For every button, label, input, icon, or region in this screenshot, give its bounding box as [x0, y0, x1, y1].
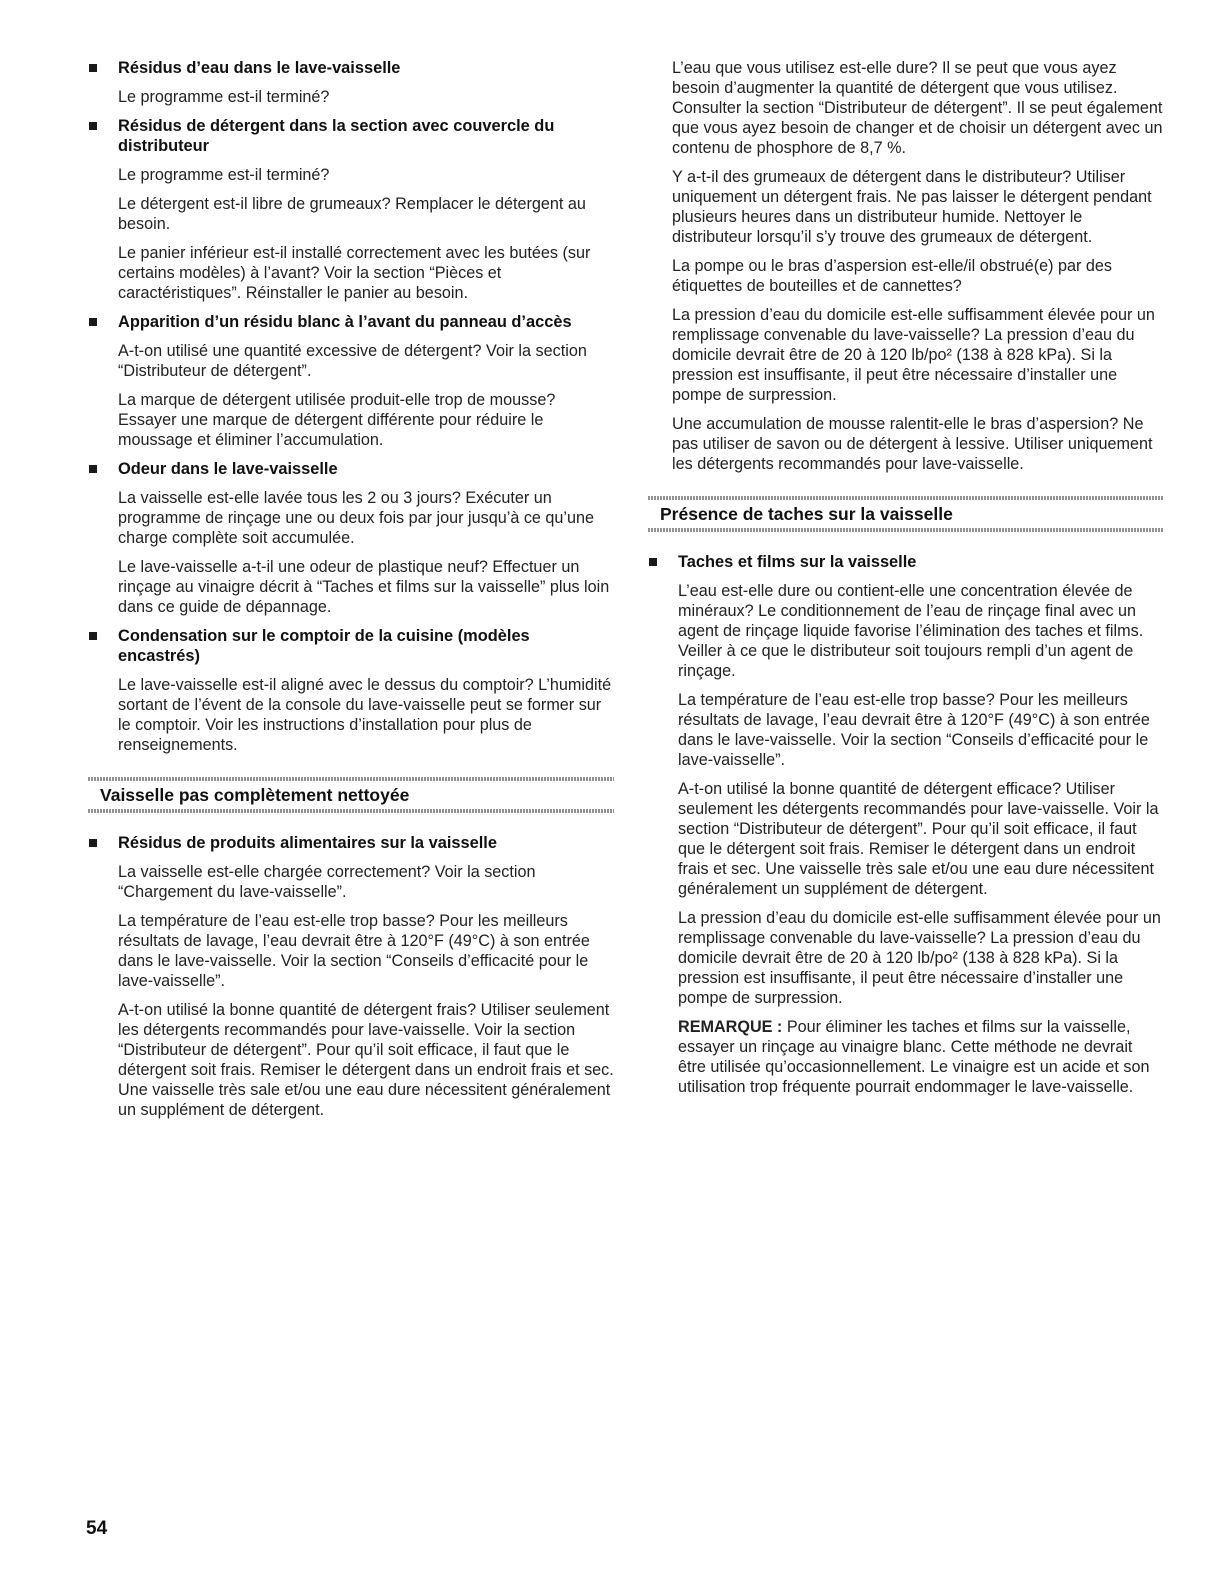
item-paragraph: La vaisselle est-elle lavée tous les 2 ou 3 jours? Exécuter un programme de rinçage une ou deux fois par jour jusqu’à ce qu’une charge complète soit accumulée. — [118, 489, 595, 547]
trouble-item — [648, 552, 1164, 1097]
section-header — [648, 488, 1164, 540]
item-heading-text: Résidus de produits alimentaires sur la vaisselle — [118, 834, 497, 852]
section-rule-top — [648, 496, 1164, 500]
bullet-square-icon — [89, 122, 97, 130]
item-heading — [88, 626, 614, 666]
item-paragraph: Le panier inférieur est-il installé correctement avec les butées (sur certains modèles) à l’avant? Voir la section “Pièces et caractéristiques”. Réinstaller le panier au besoin. — [118, 244, 591, 302]
right-column — [648, 58, 1164, 1106]
trouble-item — [88, 626, 614, 755]
bullet-square-icon — [649, 558, 657, 566]
trouble-item — [88, 312, 614, 450]
item-heading-text: Condensation sur le comptoir de la cuisine (modèles encastrés) — [118, 627, 530, 665]
bullet-square-icon — [89, 839, 97, 847]
item-paragraph: Le programme est-il terminé? — [118, 88, 330, 106]
item-heading-text: Taches et films sur la vaisselle — [678, 553, 917, 571]
bullet-square-icon — [89, 632, 97, 640]
item-paragraph: La marque de détergent utilisée produit-elle trop de mousse? Essayer une marque de détergent différente pour réduire le moussage et éliminer l’accumulation. — [118, 391, 556, 449]
trouble-item — [88, 58, 614, 107]
item-paragraph: A-t-on utilisé la bonne quantité de détergent frais? Utiliser seulement les détergents recommandés pour lave-vaisselle. Voir la section “Distributeur de détergent”. Pour qu’il soit efficace, il faut que le détergent soit frais. Remiser le détergent dans un endroit frais et sec. Une vaisselle très sale et/ou une eau dure nécessitent généralement un supplément de détergent. — [118, 1001, 614, 1119]
item-heading — [88, 312, 614, 332]
item-heading — [88, 833, 614, 853]
section-title: Vaisselle pas complètement nettoyée — [100, 785, 410, 805]
item-paragraph: Le lave-vaisselle est-il aligné avec le dessus du comptoir? L’humidité sortant de l’évent de la console du lave-vaisselle peut se former sur le comptoir. Voir les instructions d’installation pour plus de renseignements. — [118, 676, 612, 754]
trouble-item — [88, 459, 614, 617]
section-rule-bottom — [88, 809, 614, 813]
bullet-square-icon — [89, 64, 97, 72]
item-heading — [88, 116, 614, 156]
note-text: Pour éliminer les taches et films sur la vaisselle, essayer un rinçage au vinaigre blanc. Cette méthode ne devrait être utilisée qu’occasionnellement. Le vinaigre est un acide et son utilisation trop fréquente pourrait endommager le lave-vaisselle. — [678, 1018, 1150, 1096]
item-heading — [88, 58, 614, 78]
intro-paragraph: Une accumulation de mousse ralentit-elle le bras d’aspersion? Ne pas utiliser de savon ou de détergent à lessive. Utiliser uniquement les détergents recommandés pour lave-vaisselle. — [672, 415, 1153, 473]
intro-paragraph: La pression d’eau du domicile est-elle suffisamment élevée pour un remplissage convenable du lave-vaisselle? La pression d’eau du domicile devrait être de 20 à 120 lb/po² (138 à 828 kPa). Si la pression est insuffisante, il peut être nécessaire d’installer une pompe de surpression. — [672, 306, 1155, 404]
item-heading-text: Résidus d’eau dans le lave-vaisselle — [118, 59, 401, 77]
item-heading — [88, 459, 614, 479]
item-paragraph: La température de l’eau est-elle trop basse? Pour les meilleurs résultats de lavage, l’eau devrait être à 120°F (49°C) à son entrée dans le lave-vaisselle. Voir la section “Conseils d’efficacité pour le lave-vaisselle”. — [118, 912, 590, 990]
intro-paragraph: L’eau que vous utilisez est-elle dure? Il se peut que vous ayez besoin d’augmenter la quantité de détergent que vous utilisez. Consulter la section “Distributeur de détergent”. Il se peut également que vous ayez besoin de changer et de choisir un détergent avec un contenu de phosphore de 8,7 %. — [672, 59, 1163, 157]
intro-paragraph: La pompe ou le bras d’aspersion est-elle/il obstrué(e) par des étiquettes de bouteilles et de cannettes? — [672, 257, 1113, 295]
item-paragraph: La température de l’eau est-elle trop basse? Pour les meilleurs résultats de lavage, l’eau devrait être à 120°F (49°C) à son entrée dans le lave-vaisselle. Voir la section “Conseils d’efficacité pour le lave-vaisselle”. — [678, 691, 1150, 769]
bullet-square-icon — [89, 318, 97, 326]
intro-paragraph: Y a-t-il des grumeaux de détergent dans le distributeur? Utiliser uniquement un détergent frais. Ne pas laisser le détergent pendant plusieurs heures dans un distributeur humide. Nettoyer le distributeur lorsqu’il s’y trouve des grumeaux de détergent. — [672, 168, 1152, 246]
bullet-square-icon — [89, 465, 97, 473]
section-rule-bottom — [648, 528, 1164, 532]
section-title: Présence de taches sur la vaisselle — [660, 504, 953, 524]
item-paragraph: Le détergent est-il libre de grumeaux? Remplacer le détergent au besoin. — [118, 195, 586, 233]
left-column — [88, 58, 614, 1129]
item-paragraph: La vaisselle est-elle chargée correctement? Voir la section “Chargement du lave-vaisselle”. — [118, 863, 536, 901]
item-paragraph: Le programme est-il terminé? — [118, 166, 330, 184]
section-header — [88, 769, 614, 821]
item-paragraph: L’eau est-elle dure ou contient-elle une concentration élevée de minéraux? Le conditionnement de l’eau de rinçage final avec un agent de rinçage liquide favorise l’élimination des taches et films. Veiller à ce que le distributeur soit toujours rempli d’un agent de rinçage. — [678, 582, 1144, 680]
item-heading-text: Résidus de détergent dans la section avec couvercle du distributeur — [118, 117, 555, 155]
item-paragraph: A-t-on utilisé une quantité excessive de détergent? Voir la section “Distributeur de détergent”. — [118, 342, 587, 380]
item-heading-text: Apparition d’un résidu blanc à l’avant du panneau d’accès — [118, 313, 572, 331]
trouble-item — [88, 116, 614, 303]
section-rule-top — [88, 777, 614, 781]
item-paragraph: Le lave-vaisselle a-t-il une odeur de plastique neuf? Effectuer un rinçage au vinaigre décrit à “Taches et films sur la vaisselle” plus loin dans ce guide de dépannage. — [118, 558, 610, 616]
note-label: REMARQUE : — [678, 1018, 783, 1036]
item-paragraph: A-t-on utilisé la bonne quantité de détergent efficace? Utiliser seulement les détergents recommandés pour lave-vaisselle. Voir la section “Distributeur de détergent”. Pour qu’il soit efficace, il faut que le détergent soit frais. Remiser le détergent dans un endroit frais et sec. Une vaisselle très sale et/ou une eau dure nécessitent généralement un supplément de détergent. — [678, 780, 1159, 898]
page-number: 54 — [86, 1518, 108, 1539]
trouble-item — [88, 833, 614, 1120]
item-heading — [648, 552, 1164, 572]
note-paragraph — [678, 1017, 1164, 1097]
item-heading-text: Odeur dans le lave-vaisselle — [118, 460, 338, 478]
item-paragraph: La pression d’eau du domicile est-elle suffisamment élevée pour un remplissage convenable du lave-vaisselle? La pression d’eau du domicile devrait être de 20 à 120 lb/po² (138 à 828 kPa). Si la pression est insuffisante, il peut être nécessaire d’installer une pompe de surpression. — [678, 909, 1161, 1007]
